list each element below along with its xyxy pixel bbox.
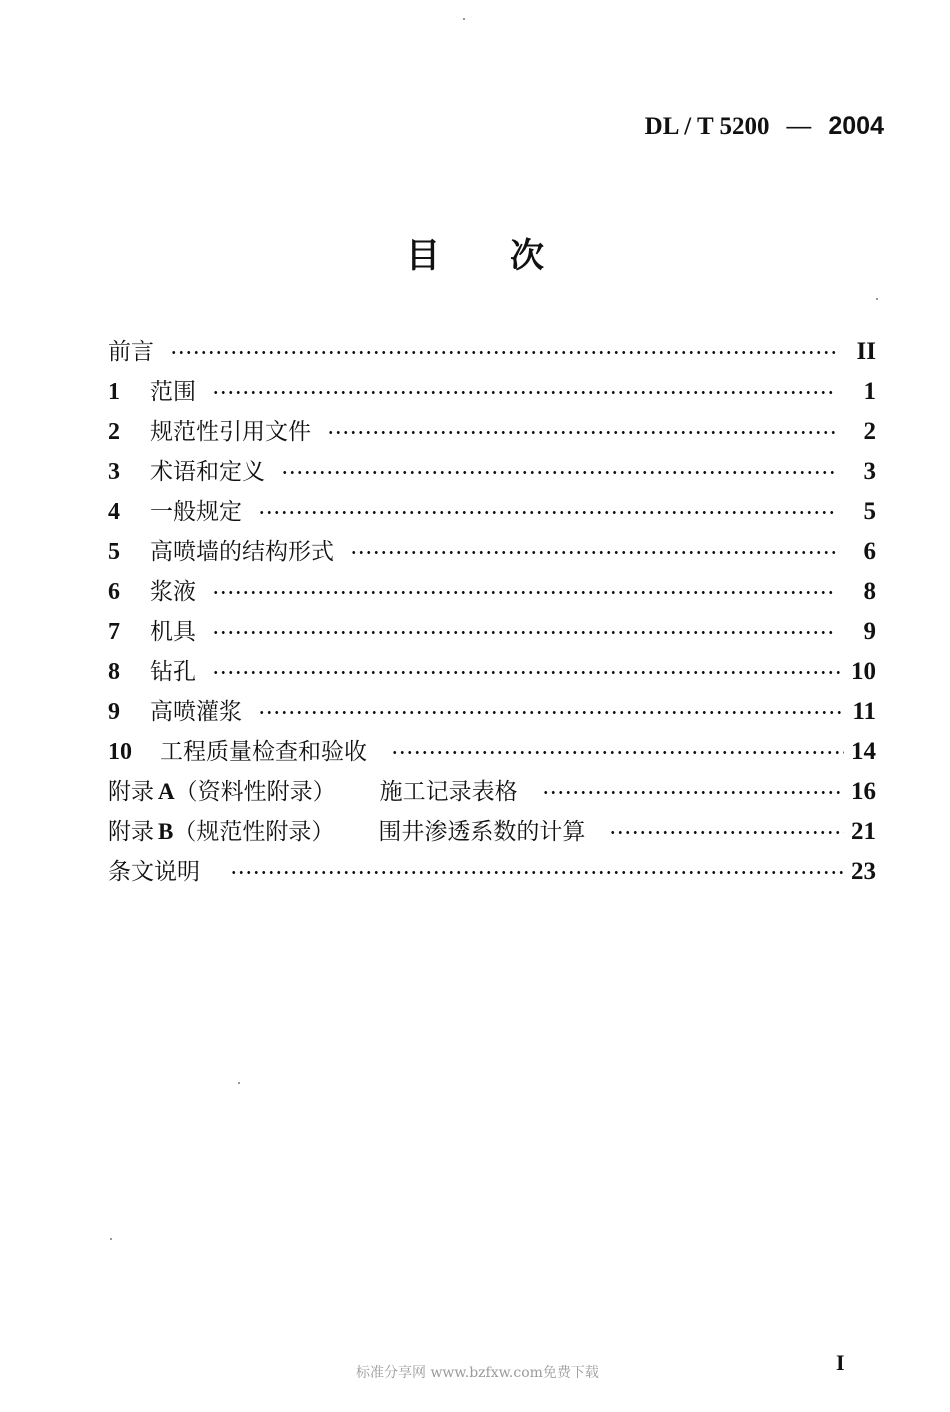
toc-entry-appendix-b[interactable] [108, 812, 876, 852]
toc-label: 条文说明 [108, 859, 200, 885]
toc-number: 4 [108, 499, 120, 525]
page-number: I [836, 1350, 845, 1375]
page-title [0, 228, 950, 277]
toc-number: 3 [108, 459, 120, 485]
dot-leader [212, 382, 836, 402]
dot-leader [542, 782, 844, 802]
toc-entry-4[interactable] [108, 492, 876, 532]
toc-page: 21 [851, 818, 876, 845]
toc-entry-5[interactable] [108, 532, 876, 572]
dot-leader [170, 342, 836, 362]
toc-label: 高喷灌浆 [150, 699, 242, 725]
toc-page: 2 [863, 418, 876, 445]
toc-label: 术语和定义 [150, 459, 265, 485]
appendix-prefix: 附录 [108, 779, 154, 805]
toc-entry-10[interactable] [108, 732, 876, 772]
standard-code: DL / T 5200 [644, 113, 770, 140]
appendix-label [108, 772, 336, 812]
dot-leader [609, 822, 844, 842]
standard-dash: — [786, 112, 812, 140]
toc-entry-6[interactable] [108, 572, 876, 612]
standard-year: 2004 [828, 112, 884, 140]
title-char-2: 次 [510, 236, 544, 276]
toc-number: 2 [108, 419, 120, 445]
appendix-letter: B [158, 819, 174, 844]
toc-label: 高喷墙的结构形式 [150, 539, 334, 565]
toc-number: 5 [108, 539, 120, 565]
toc-page: 9 [863, 618, 876, 645]
toc-page: 3 [863, 458, 876, 485]
toc-number: 7 [108, 619, 120, 645]
toc-label: 一般规定 [150, 499, 242, 525]
toc-page: II [856, 338, 876, 365]
toc-page: 6 [863, 538, 876, 565]
dot-leader [212, 582, 836, 602]
dot-leader [212, 622, 836, 642]
toc-page: 16 [851, 778, 876, 805]
toc-entry-appendix-a[interactable] [108, 772, 876, 812]
toc-page: 8 [863, 578, 876, 605]
dot-leader [350, 542, 836, 562]
title-char-1: 目 [406, 236, 440, 276]
toc-entry-7[interactable] [108, 612, 876, 652]
appendix-title: 围井渗透系数的计算 [378, 819, 586, 845]
toc-label: 范围 [150, 379, 196, 405]
scan-speck [463, 18, 465, 20]
appendix-title: 施工记录表格 [379, 779, 518, 805]
toc-label: 规范性引用文件 [150, 419, 311, 445]
scan-speck [876, 298, 878, 300]
toc-label: 前言 [108, 339, 154, 365]
standard-number [645, 112, 884, 141]
dot-leader [258, 502, 836, 522]
toc-entry-preface[interactable] [108, 332, 876, 372]
appendix-type: （规范性附录） [173, 819, 335, 845]
toc-number: 1 [108, 379, 120, 405]
appendix-letter: A [158, 779, 175, 804]
footer-watermark: 标准分享网 www.bzfxw.com免费下载 [356, 1365, 599, 1381]
toc-entry-2[interactable] [108, 412, 876, 452]
toc-entry-9[interactable] [108, 692, 876, 732]
scan-speck [110, 1238, 112, 1240]
toc-number: 9 [108, 699, 120, 725]
toc-label: 工程质量检查和验收 [160, 739, 367, 765]
scan-speck [238, 1082, 240, 1084]
table-of-contents [108, 332, 876, 892]
dot-leader [258, 702, 844, 722]
toc-number: 10 [108, 739, 132, 765]
toc-entry-1[interactable] [108, 372, 876, 412]
dot-leader [230, 862, 844, 882]
dot-leader [391, 742, 844, 762]
dot-leader [327, 422, 836, 442]
toc-page: 11 [852, 698, 876, 725]
toc-entry-3[interactable] [108, 452, 876, 492]
appendix-label [108, 812, 334, 852]
toc-entry-explanation[interactable] [108, 852, 876, 892]
appendix-prefix: 附录 [108, 819, 154, 845]
appendix-type: （资料性附录） [174, 779, 336, 805]
toc-label: 浆液 [150, 579, 196, 605]
dot-leader [212, 662, 844, 682]
toc-page: 14 [851, 738, 876, 765]
toc-label: 钻孔 [150, 659, 196, 685]
toc-page: 10 [851, 658, 876, 685]
toc-page: 5 [863, 498, 876, 525]
toc-entry-8[interactable] [108, 652, 876, 692]
toc-number: 6 [108, 579, 120, 605]
toc-number: 8 [108, 659, 120, 685]
toc-page: 23 [851, 858, 876, 885]
toc-label: 机具 [150, 619, 196, 645]
dot-leader [281, 462, 836, 482]
toc-page: 1 [863, 378, 876, 405]
